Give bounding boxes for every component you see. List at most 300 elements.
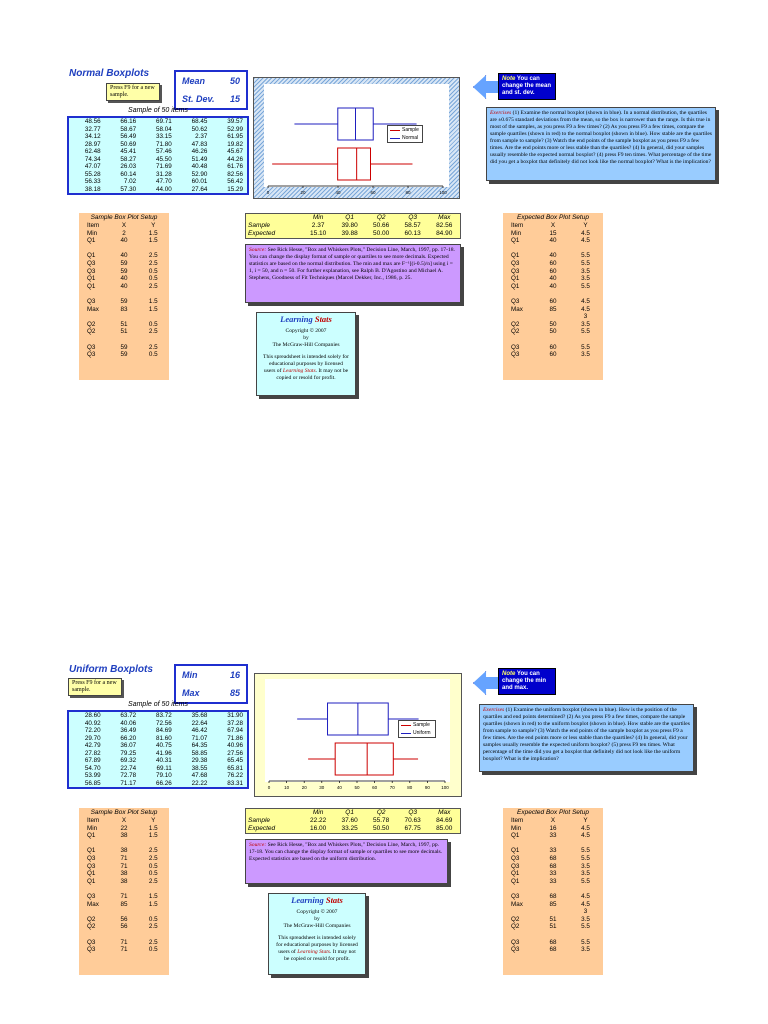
sample-row <box>69 757 247 765</box>
table-cell: Q2 <box>511 328 520 336</box>
table-cell <box>138 840 170 848</box>
table-cell <box>111 336 138 344</box>
table-cell: 36.49 <box>120 727 137 734</box>
table-cell: Q2 <box>376 214 386 221</box>
x-tick-label: 10 <box>284 785 290 790</box>
table-cell: 2 <box>122 229 126 237</box>
table-cell: Min <box>87 824 98 832</box>
table-cell: 79.25 <box>120 749 137 757</box>
setup-row <box>503 946 603 954</box>
table-cell <box>568 290 603 298</box>
table-cell: Q1 <box>87 847 96 855</box>
x-tick-label: 0 <box>266 190 270 195</box>
table-cell: 5.5 <box>581 328 590 336</box>
table-cell: Min <box>511 824 522 832</box>
table-cell: 56.42 <box>227 178 243 185</box>
setup-row <box>503 298 603 306</box>
table-cell: 2.5 <box>148 252 158 260</box>
sample-row <box>69 727 247 735</box>
table-cell: 61.76 <box>227 163 243 170</box>
sample-row <box>69 178 247 186</box>
setup-row <box>503 878 603 886</box>
table-cell: Q3 <box>87 351 96 359</box>
copyright-by: by <box>314 916 320 922</box>
table-cell: 40.06 <box>120 719 137 727</box>
table-cell: 38.18 <box>84 185 101 193</box>
table-cell: 39.57 <box>227 118 243 125</box>
table-cell: Q3 <box>511 892 520 900</box>
table-cell <box>79 931 111 939</box>
table-cell: 56 <box>120 915 128 923</box>
max-label: Max <box>182 688 200 698</box>
table-cell: 60 <box>549 351 557 359</box>
mean-value[interactable]: 50 <box>229 76 240 86</box>
table-cell <box>79 245 111 253</box>
normal-sample-grid <box>67 116 249 195</box>
table-cell: 0.5 <box>148 862 158 870</box>
setup-row <box>503 230 603 238</box>
table-cell: 3 <box>583 313 588 321</box>
table-cell: Q3 <box>87 297 96 305</box>
setup-row <box>79 878 169 886</box>
table-cell: 69.71 <box>156 118 172 125</box>
table-cell: 71 <box>120 892 128 900</box>
table-cell: 1.5 <box>148 892 158 900</box>
table-cell: 71.07 <box>191 734 208 742</box>
setup-row <box>79 351 169 359</box>
table-cell: 84.69 <box>156 727 172 734</box>
table-cell: 52.99 <box>227 125 243 133</box>
stats-row <box>246 825 460 833</box>
table-cell: 67.75 <box>404 825 421 832</box>
table-cell: 33 <box>549 877 557 885</box>
source-text: See Rick Hesse, "Box and Whiskers Plots," Decision Line, March, 1997, pp. 17-18. You can change the display format of sample or quartiles to see more decimals. Expected statistics are based on the normal distribution. The min and max are F⁻¹[(i-0.5)/n] using i = 1, i = 50, and n = 50. For further explanation, see Ralph B. D'Agostino and Michael A. Stephens, Goodness of Fit Techniques (Marcel Dekker, Inc., 1986, p. 25. <box>249 247 455 281</box>
table-cell: 5.5 <box>581 938 590 946</box>
setup-row <box>79 901 169 909</box>
table-cell: 60 <box>549 267 557 275</box>
table-cell: 57.46 <box>156 148 172 155</box>
table-cell: Q1 <box>511 252 520 260</box>
setup-row <box>79 252 169 260</box>
table-cell: 79.10 <box>156 772 172 779</box>
table-cell: 68 <box>549 938 557 946</box>
table-cell: Q1 <box>87 877 96 885</box>
table-cell: Item <box>511 222 524 229</box>
table-cell: 65.45 <box>227 757 243 764</box>
table-cell: 72.78 <box>120 772 137 779</box>
sample-row <box>69 750 247 758</box>
stdev-value[interactable]: 15 <box>229 94 240 104</box>
table-cell <box>138 908 170 916</box>
table-cell: Min <box>511 229 522 237</box>
table-cell: 38 <box>120 870 128 878</box>
table-cell: Min <box>87 229 98 237</box>
table-cell: 65.81 <box>227 764 243 772</box>
table-cell: Q3 <box>511 297 520 305</box>
table-cell: 22.74 <box>120 764 137 772</box>
setup-row <box>503 351 603 359</box>
exercise-label: Exercises <box>483 707 505 713</box>
table-cell: 56.49 <box>120 133 137 140</box>
table-cell: 3.5 <box>581 870 590 878</box>
table-cell: 40 <box>120 237 128 245</box>
table-cell: 26.03 <box>120 163 137 170</box>
table-cell: 0.5 <box>148 351 158 359</box>
table-cell: 69.11 <box>156 764 172 772</box>
table-cell: 55.28 <box>84 170 101 178</box>
table-cell <box>568 336 603 344</box>
table-cell: 41.96 <box>156 749 172 757</box>
table-cell: 82.56 <box>227 170 243 178</box>
table-cell: 74.34 <box>84 155 101 163</box>
table-cell: 47.07 <box>84 163 101 170</box>
stats-header-row <box>246 809 460 817</box>
table-cell: 68 <box>549 862 557 870</box>
uniform-params-box <box>174 664 248 704</box>
table-cell: 36.07 <box>120 742 137 749</box>
table-cell: 1.5 <box>148 297 158 305</box>
usage-notice: This spreadsheet is intended solely for educational purposes by licensed users of Learning Stats. It may not be copied or resold for profit. <box>263 354 349 381</box>
table-cell: 3.5 <box>581 862 590 870</box>
table-cell: 0.5 <box>148 320 158 328</box>
sample-row <box>69 712 247 720</box>
table-cell <box>138 336 170 344</box>
setup-row <box>79 931 169 939</box>
x-tick-label: 90 <box>424 785 430 790</box>
table-cell <box>138 245 170 253</box>
table-cell: Q3 <box>87 854 96 862</box>
table-cell <box>246 214 302 222</box>
table-cell: 27.64 <box>191 185 208 193</box>
table-cell: 51 <box>120 328 128 336</box>
table-cell: 67.94 <box>227 727 243 734</box>
table-cell: 58.85 <box>191 749 208 757</box>
table-cell: Q3 <box>87 938 96 946</box>
table-cell: Y <box>583 222 588 229</box>
max-value[interactable]: 85 <box>229 688 240 698</box>
table-cell: 5.5 <box>581 343 590 351</box>
table-cell: Q1 <box>511 832 520 840</box>
table-cell: Max <box>438 809 451 816</box>
table-cell: 58.67 <box>120 125 137 133</box>
table-cell: 71.80 <box>156 140 172 148</box>
table-cell: 38 <box>120 847 128 855</box>
exercise-text: (1) Examine the normal boxplot (shown in blue). In a normal distribution, the quartiles are ±0.675 standard deviations from the mean, so the box is narrower than the range. Is this true in most of the samples, as you press F9 a few times? (2) As you press F9 a few times, compare the sample quartiles (shown in red) to the normal boxplot (shown in blue). How stable are the quartiles from sample to sample? (3) Watch the end points of the sample boxplot as you press F9 a few times. Are the end points more or less stable than the quartiles? (4) In general, did your samples usually resemble the expected normal boxplot? (4) press F9 ten times. What percentage of the time did you get a boxplot that definitely did not look like the normal boxplot? What is the implication? <box>490 110 712 165</box>
table-cell: 50.00 <box>373 230 390 237</box>
table-cell: Q1 <box>87 282 96 290</box>
copyright-by: by <box>303 335 309 341</box>
setup-row <box>503 260 603 268</box>
table-cell: 22.64 <box>191 719 208 727</box>
table-cell: 16 <box>549 824 557 832</box>
table-cell: 39.88 <box>341 230 358 237</box>
table-cell: 51 <box>549 923 557 931</box>
table-cell: Q1 <box>87 870 96 878</box>
uniform-legend <box>398 720 436 738</box>
exercise-text: (1) Examine the uniform boxplot (shown in blue). How is the position of the quartiles and end points determined? (2) As you press F9 a few times, compare the sample quartiles (shown in red) to the uniform boxplot (shown in blue). How stable are the quartiles from sample to sample? (3) Watch the end points of the sample boxplot as you press F9 a few times. Are the end points more or less stable than the quartiles? (4) In general, did your samples usually resemble the expected uniform boxplot? (5) press F9 ten times. What percentage of the time did you get a boxplot that definitely did not look like the uniform boxplot? What is the implication? <box>483 707 690 762</box>
table-cell: 40 <box>120 275 128 283</box>
setup-row <box>79 306 169 314</box>
stdev-label: St. Dev. <box>182 94 215 104</box>
setup-row <box>503 306 603 314</box>
table-cell <box>503 245 538 253</box>
table-cell: 2.5 <box>148 343 158 351</box>
normal-title: Normal Boxplots <box>69 68 150 79</box>
table-cell: 83 <box>120 305 128 313</box>
stats-row <box>246 817 460 825</box>
table-cell: 27.56 <box>227 749 243 757</box>
table-cell: 67.89 <box>84 757 101 764</box>
table-cell: 59 <box>120 343 128 351</box>
setup-row <box>503 245 603 253</box>
setup-row <box>79 344 169 352</box>
table-cell <box>503 931 538 939</box>
table-cell: 1.5 <box>148 305 158 313</box>
table-cell: 59 <box>120 259 128 267</box>
table-cell: Max <box>87 900 99 908</box>
table-cell: Q2 <box>87 328 96 336</box>
x-tick-label: 40 <box>335 190 341 195</box>
legend-sample: Sample <box>413 722 430 728</box>
table-cell: 54.70 <box>84 764 101 772</box>
sample-row <box>69 772 247 780</box>
table-cell <box>568 885 603 893</box>
learning-stats-logo: Learning Stats <box>291 895 343 905</box>
table-cell: 5.5 <box>581 259 590 267</box>
table-cell: 68 <box>549 854 557 862</box>
table-cell: 1.5 <box>148 237 158 245</box>
x-tick-label: 0 <box>267 785 271 790</box>
table-cell: 62.48 <box>84 148 101 155</box>
setup-row <box>503 321 603 329</box>
table-cell: 5.5 <box>581 252 590 260</box>
x-tick-label: 100 <box>441 785 449 790</box>
table-cell: 40 <box>549 282 557 290</box>
table-cell: Sample <box>248 817 271 824</box>
sample-row <box>69 156 247 164</box>
table-cell <box>503 840 538 848</box>
table-cell: Q1 <box>87 252 96 260</box>
table-cell: 1.5 <box>148 229 158 237</box>
table-cell: Q3 <box>511 267 520 275</box>
table-cell: 40 <box>120 252 128 260</box>
table-cell: Q1 <box>511 877 520 885</box>
sample-caption: Sample of 50 items <box>128 701 188 708</box>
table-cell: Q1 <box>87 832 96 840</box>
table-cell: 81.60 <box>156 734 172 742</box>
table-cell: Q1 <box>345 809 354 816</box>
table-cell: 3.5 <box>581 267 590 275</box>
table-cell: 55.78 <box>373 817 390 824</box>
table-cell: 2.5 <box>148 282 158 290</box>
table-cell: 32.77 <box>84 125 101 133</box>
setup-row <box>79 237 169 245</box>
table-cell: 7.02 <box>123 178 137 185</box>
table-cell: 51 <box>120 320 128 328</box>
table-cell: 45.41 <box>120 148 137 155</box>
x-tick-label: 80 <box>405 190 411 195</box>
table-cell <box>138 313 170 321</box>
table-cell: 53.99 <box>84 772 101 779</box>
min-value[interactable]: 16 <box>229 670 240 680</box>
table-cell: 1.5 <box>148 900 158 908</box>
uniform-expected-setup <box>503 808 603 975</box>
normal-boxplot-chart <box>253 77 460 199</box>
press-f9-note: Press F9 for a new sample. <box>106 83 160 101</box>
x-tick-label: 20 <box>300 190 306 195</box>
table-cell: 35.68 <box>191 712 208 719</box>
table-cell: 15.10 <box>309 230 327 237</box>
table-cell: 46.26 <box>191 148 208 155</box>
setup-row <box>79 321 169 329</box>
table-cell: Q1 <box>511 282 520 290</box>
legend-uniform: Uniform <box>413 730 431 736</box>
table-cell: 5.5 <box>581 877 590 885</box>
table-cell: 31.90 <box>227 712 243 719</box>
setup-row <box>79 336 169 344</box>
table-cell: 2.5 <box>148 847 158 855</box>
table-cell: Q2 <box>511 915 520 923</box>
setup-row <box>79 939 169 947</box>
setup-row <box>79 863 169 871</box>
table-cell: Q2 <box>511 923 520 931</box>
table-cell: Q3 <box>87 343 96 351</box>
setup-row <box>79 222 169 230</box>
table-cell: Item <box>87 222 100 229</box>
uniform-sample-setup <box>79 808 169 975</box>
table-cell: 5.5 <box>581 854 590 862</box>
usage-notice: This spreadsheet is intended solely for educational purposes by licensed users of Learning Stats. It may not be copied or resold for profit. <box>276 935 358 962</box>
uniform-source <box>245 839 448 884</box>
setup-row <box>79 832 169 840</box>
stats-header-row <box>246 214 460 222</box>
setup-row <box>503 328 603 336</box>
table-cell: 33.25 <box>341 825 358 832</box>
sample-box <box>338 148 371 180</box>
table-cell <box>138 290 170 298</box>
table-cell: 39.80 <box>341 222 358 229</box>
learning-stats-card <box>268 893 366 975</box>
table-cell: 72.20 <box>84 727 101 734</box>
table-cell: 15.29 <box>227 185 243 193</box>
setup-row <box>79 847 169 855</box>
learning-stats-card <box>256 312 356 396</box>
setup-row <box>79 298 169 306</box>
table-cell: 50 <box>549 320 557 328</box>
setup-row <box>79 313 169 321</box>
table-cell: 4.5 <box>581 297 590 305</box>
normal-exercises <box>486 107 716 181</box>
setup-row <box>79 893 169 901</box>
mean-label: Mean <box>182 76 206 86</box>
table-cell: 50.62 <box>191 125 208 133</box>
table-cell: 40.75 <box>156 742 172 749</box>
table-cell: 4.5 <box>581 237 590 245</box>
setup-row <box>79 260 169 268</box>
sample-row <box>69 780 247 788</box>
table-cell: 84.90 <box>436 230 453 237</box>
table-cell: 40 <box>120 282 128 290</box>
table-cell: Y <box>151 222 156 229</box>
setup-row <box>503 336 603 344</box>
table-cell: 22.22 <box>191 779 208 787</box>
table-cell: 60 <box>549 259 557 267</box>
table-cell: 3.5 <box>581 320 590 328</box>
table-cell: 71 <box>120 946 128 954</box>
table-cell <box>138 931 170 939</box>
table-cell <box>138 885 170 893</box>
table-cell: 60.13 <box>404 230 421 237</box>
sample-caption: Sample of 50 items <box>128 107 188 114</box>
table-cell <box>111 840 138 848</box>
table-cell: Q2 <box>87 320 96 328</box>
table-cell: 47.70 <box>156 178 172 185</box>
note-label: Note <box>502 76 516 82</box>
uniform-note <box>498 668 556 695</box>
table-cell: 76.22 <box>227 772 243 779</box>
table-cell: Q3 <box>511 351 520 359</box>
table-cell <box>79 840 111 848</box>
table-cell: 71 <box>120 854 128 862</box>
table-cell: X <box>550 222 556 229</box>
table-cell: X <box>121 817 127 824</box>
uniform-title: Uniform Boxplots <box>69 664 153 675</box>
table-cell: Sample <box>248 222 271 229</box>
table-cell: Max <box>87 305 99 313</box>
table-cell: 50.50 <box>373 825 390 832</box>
table-cell: 2.5 <box>148 259 158 267</box>
table-cell: 50.69 <box>120 140 137 148</box>
table-cell: 29.70 <box>84 734 101 742</box>
uniform-exercises <box>479 704 694 772</box>
table-cell: 83.72 <box>156 712 172 719</box>
sample-row <box>69 171 247 179</box>
table-cell: 5.5 <box>581 282 590 290</box>
table-cell: Q3 <box>87 267 96 275</box>
table-cell: 56.33 <box>84 178 101 185</box>
sample-row <box>69 148 247 156</box>
table-cell: Q3 <box>408 809 417 816</box>
table-cell: Q1 <box>511 275 520 283</box>
table-cell: 68 <box>549 946 557 954</box>
sample-row <box>69 141 247 149</box>
table-cell <box>111 931 138 939</box>
table-cell: Q1 <box>345 214 354 221</box>
table-cell: Q2 <box>511 320 520 328</box>
table-cell: 19.82 <box>227 140 243 148</box>
sample-row <box>69 118 247 126</box>
table-cell: 69.32 <box>120 757 137 764</box>
table-cell: Q3 <box>511 854 520 862</box>
table-cell: 33 <box>549 832 557 840</box>
table-cell: 0.5 <box>148 946 158 954</box>
table-cell: 71 <box>120 862 128 870</box>
table-cell: 72.56 <box>156 719 172 727</box>
normal-expected-setup <box>503 213 603 380</box>
setup-row <box>79 825 169 833</box>
table-cell: 38 <box>120 877 128 885</box>
table-cell: 1.5 <box>148 824 158 832</box>
table-cell: 4.5 <box>581 900 590 908</box>
table-cell: Min <box>312 809 324 816</box>
table-cell: 66.20 <box>120 734 137 742</box>
table-cell: 82.56 <box>436 222 453 229</box>
table-cell: 3.5 <box>581 946 590 954</box>
table-cell: Max <box>438 214 451 221</box>
note-text: You can change the mean and st. dev. <box>502 76 552 96</box>
table-cell: 2.5 <box>148 877 158 885</box>
normal-note <box>498 73 556 100</box>
